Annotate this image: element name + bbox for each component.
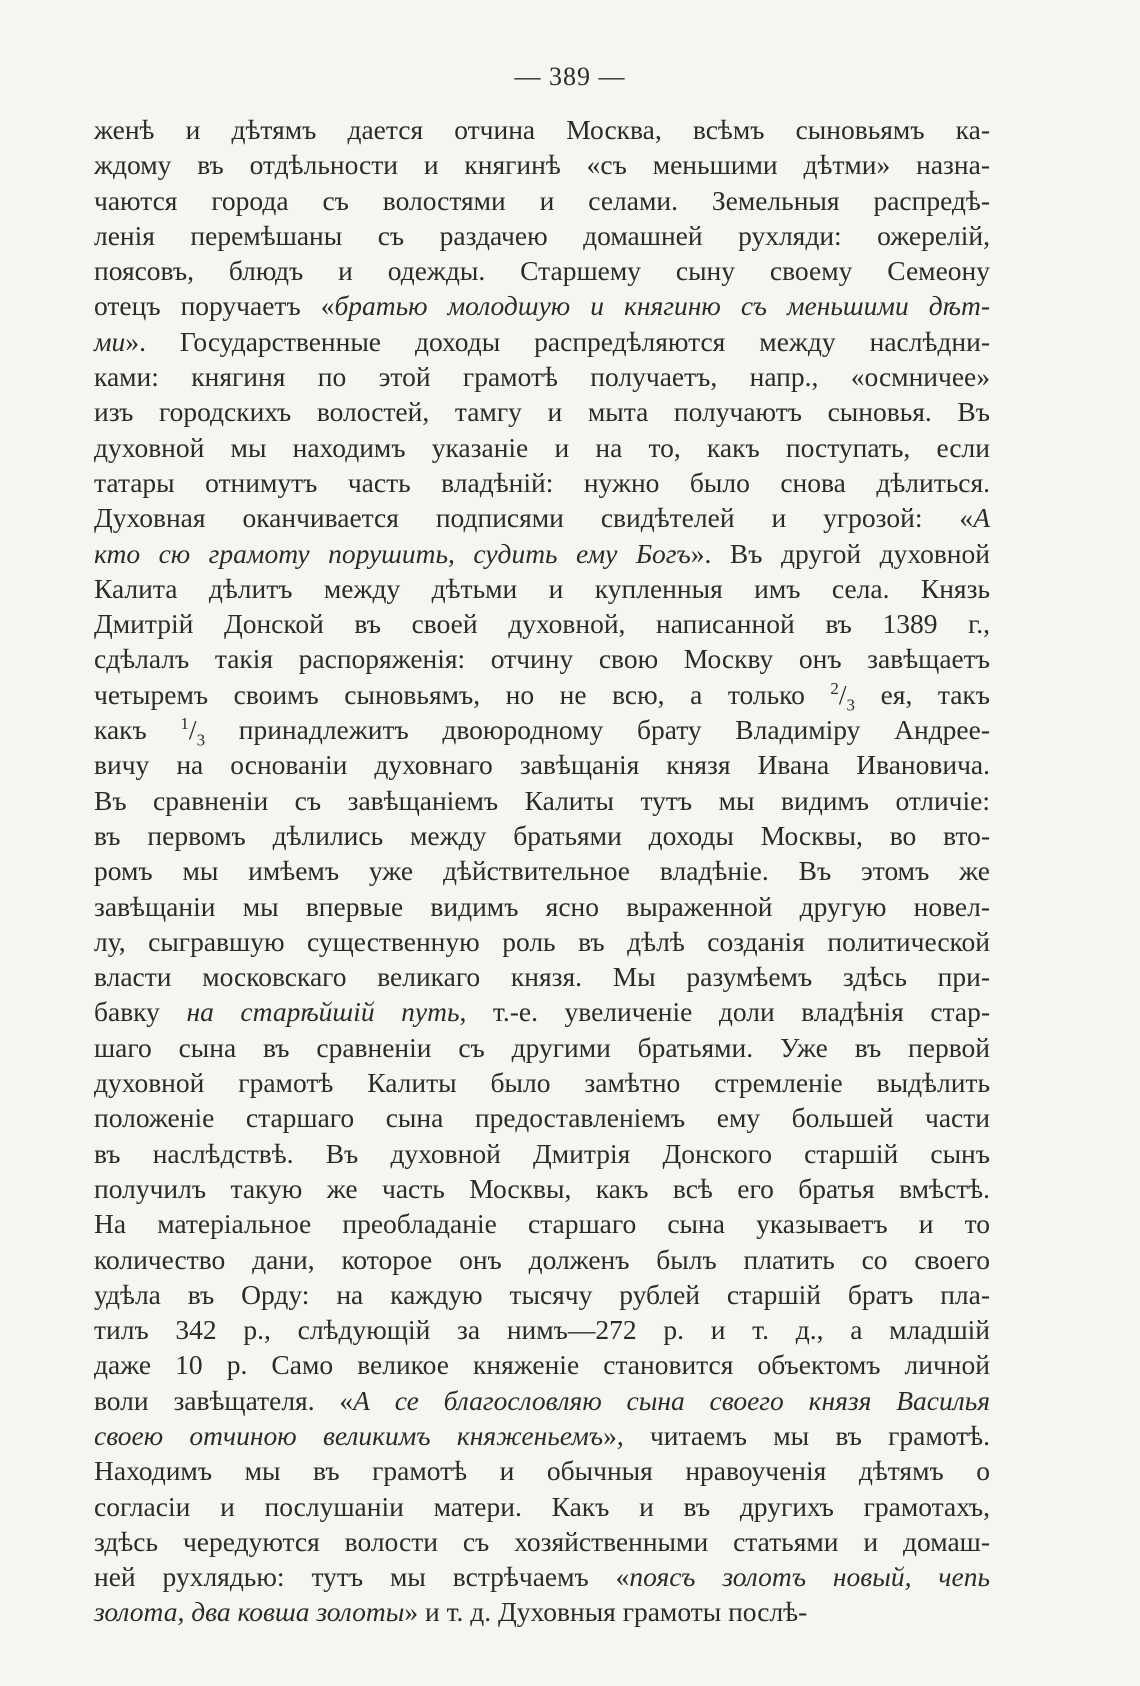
text-line xyxy=(94,889,990,924)
text-span: ждому въ отдѣльности и княгинѣ «съ меньшими дѣтми» назна- xyxy=(94,149,990,181)
text-span: бавку xyxy=(94,996,187,1028)
italic-quote: золота, два ковша золоты xyxy=(94,1596,405,1628)
text-line xyxy=(94,994,990,1029)
fraction-part: 2 xyxy=(830,678,839,698)
text-span: духовной мы находимъ указаніе и на то, какъ поступать, если xyxy=(94,431,990,463)
text-line xyxy=(94,1524,990,1559)
text-span: здѣсь чередуются волости съ хозяйственными статьями и домаш- xyxy=(94,1525,990,1557)
text-line xyxy=(94,1030,990,1065)
text-span: власти московскаго великаго князя. Мы разумѣемъ здѣсь при- xyxy=(94,961,990,993)
text-span: изъ городскихъ волостей, тамгу и мыта получаютъ сыновья. Въ xyxy=(94,396,990,428)
text-span: Находимъ мы въ грамотѣ и обычныя нравоученія дѣтямъ о xyxy=(94,1455,990,1487)
text-line xyxy=(94,747,990,782)
text-line xyxy=(94,112,990,147)
text-line xyxy=(94,1277,990,1312)
text-line xyxy=(94,324,990,359)
text-line xyxy=(94,147,990,182)
text-span: , т.-е. увеличеніе доли владѣнія стар- xyxy=(459,996,991,1028)
text-span: ленія перемѣшаны съ раздачею домашней рухляди: ожерелій, xyxy=(94,219,990,251)
text-line xyxy=(94,394,990,429)
text-line xyxy=(94,1065,990,1100)
text-span: Въ сравненіи съ завѣщаніемъ Калиты тутъ мы видимъ отличіе: xyxy=(94,784,990,816)
text-line xyxy=(94,536,990,571)
italic-quote: на старѣйшій путь xyxy=(186,996,460,1028)
text-span: чаются города съ волостями и селами. Земельныя распредѣ- xyxy=(94,184,990,216)
text-span: ромъ мы имѣемъ уже дѣйствительное владѣніе. Въ этомъ же xyxy=(94,855,990,887)
text-span: въ наслѣдствѣ. Въ духовной Дмитрія Донского старшій сынъ xyxy=(94,1137,990,1169)
text-span: женѣ и дѣтямъ дается отчина Москва, всѣмъ сыновьямъ ка- xyxy=(94,114,990,145)
text-span: лу, сыгравшую существенную роль въ дѣлѣ созданія политической xyxy=(94,925,990,957)
fraction-part: 1 xyxy=(180,713,189,733)
italic-quote: А xyxy=(973,502,990,534)
text-span: воли завѣщателя. « xyxy=(94,1384,354,1416)
text-span: завѣщаніи мы впервые видимъ ясно выраженной другую новел- xyxy=(94,890,990,922)
text-line xyxy=(94,1418,990,1453)
text-line xyxy=(94,853,990,888)
text-span: Калита дѣлитъ между дѣтьми и купленныя имъ села. Князь xyxy=(94,572,990,604)
text-line xyxy=(94,1383,990,1418)
italic-quote: ми xyxy=(94,325,126,357)
text-line xyxy=(94,606,990,641)
text-line xyxy=(94,924,990,959)
text-line xyxy=(94,641,990,676)
text-line xyxy=(94,1312,990,1347)
text-line xyxy=(94,1347,990,1382)
text-line xyxy=(94,1489,990,1524)
text-span: какъ xyxy=(94,714,181,746)
text-line xyxy=(94,359,990,394)
text-line xyxy=(94,783,990,818)
text-line xyxy=(94,1100,990,1135)
text-line xyxy=(94,288,990,323)
text-span: », читаемъ мы въ грамотѣ. xyxy=(603,1419,990,1451)
text-line xyxy=(94,218,990,253)
text-line xyxy=(94,430,990,465)
text-span: / xyxy=(188,714,197,746)
text-line xyxy=(94,1242,990,1277)
text-span: вичу на основаніи духовнаго завѣщанія князя Ивана Ивановича. xyxy=(94,749,990,781)
text-span: сдѣлалъ такія распоряженія: отчину свою Москву онъ завѣщаетъ xyxy=(94,643,990,675)
text-span: Духовная оканчивается подписями свидѣтелей и угрозой: « xyxy=(94,502,974,534)
text-span: отецъ поручаетъ « xyxy=(94,290,335,322)
text-span: положеніе старшаго сына предоставленіемъ ему большей части xyxy=(94,1102,990,1134)
text-line xyxy=(94,1453,990,1488)
text-line xyxy=(94,677,990,715)
text-line xyxy=(94,571,990,606)
fraction-part: 3 xyxy=(196,730,206,750)
text-span: ками: княгиня по этой грамотѣ получаетъ, напр., «осмничее» xyxy=(94,361,990,393)
text-span: духовной грамотѣ Калиты было замѣтно стремленіе выдѣлить xyxy=(94,1067,990,1099)
text-span: шаго сына въ сравненіи съ другими братьями. Уже въ первой xyxy=(94,1031,990,1063)
text-span: количество дани, которое онъ долженъ былъ платить со своего xyxy=(94,1243,990,1275)
text-line xyxy=(94,818,990,853)
text-line xyxy=(94,1559,990,1594)
text-span: » и т. д. Духовныя грамоты послѣ- xyxy=(404,1596,808,1628)
text-span: четыремъ своимъ сыновьямъ, но не всю, а только xyxy=(94,678,831,710)
text-span: ». Въ другой духовной xyxy=(690,537,990,569)
italic-quote: братью молодшую и княгиню съ меньшими дѣт- xyxy=(334,290,990,322)
text-line xyxy=(94,1206,990,1241)
text-span: ». Государственные доходы распредѣляются между наслѣдни- xyxy=(125,325,990,357)
text-line xyxy=(94,1594,990,1629)
text-span: принадлежитъ двоюродному брату Владиміру Андрее- xyxy=(205,714,990,746)
text-line xyxy=(94,1136,990,1171)
text-span: въ первомъ дѣлились между братьями доходы Москвы, во вто- xyxy=(94,819,990,851)
text-span: ней рухлядью: тутъ мы встрѣчаемъ « xyxy=(94,1561,630,1593)
italic-quote: своею отчиною великимъ княженьемъ xyxy=(94,1419,604,1451)
text-line xyxy=(94,959,990,994)
text-span: На матеріальное преобладаніе старшаго сына указываетъ и то xyxy=(94,1208,990,1240)
text-span: татары отнимутъ часть владѣній: нужно было снова дѣлиться. xyxy=(94,466,990,498)
text-line xyxy=(94,183,990,218)
text-span: ея, такъ xyxy=(855,678,990,710)
text-span: Дмитрій Донской въ своей духовной, написанной въ 1389 г., xyxy=(94,608,990,640)
text-span: тилъ 342 р., слѣдующій за нимъ—272 р. и т. д., а младшій xyxy=(94,1314,990,1346)
italic-quote: А се благословляю сына своего князя Василья xyxy=(353,1384,991,1416)
italic-quote: кто сю грамоту порушить, судить ему Богъ xyxy=(94,537,691,569)
text-span: согласіи и послушаніи матери. Какъ и въ другихъ грамотахъ, xyxy=(94,1490,990,1522)
text-line xyxy=(94,712,990,750)
text-span: / xyxy=(838,678,847,710)
italic-quote: поясъ золотъ новый, чепь xyxy=(629,1561,990,1593)
text-line xyxy=(94,500,990,535)
fraction-part: 3 xyxy=(846,695,856,715)
text-line xyxy=(94,1171,990,1206)
text-span: поясовъ, блюдъ и одежды. Старшему сыну своему Семеону xyxy=(94,255,990,287)
text-span: получилъ такую же часть Москвы, какъ всѣ его братья вмѣстѣ. xyxy=(94,1172,990,1204)
page-number: — 389 — xyxy=(514,62,626,91)
text-line xyxy=(94,465,990,500)
body-text xyxy=(94,112,990,1630)
text-line xyxy=(94,253,990,288)
text-span: даже 10 р. Само великое княженіе становится объектомъ личной xyxy=(94,1349,990,1381)
text-span: удѣла въ Орду: на каждую тысячу рублей старшій братъ пла- xyxy=(94,1278,990,1310)
